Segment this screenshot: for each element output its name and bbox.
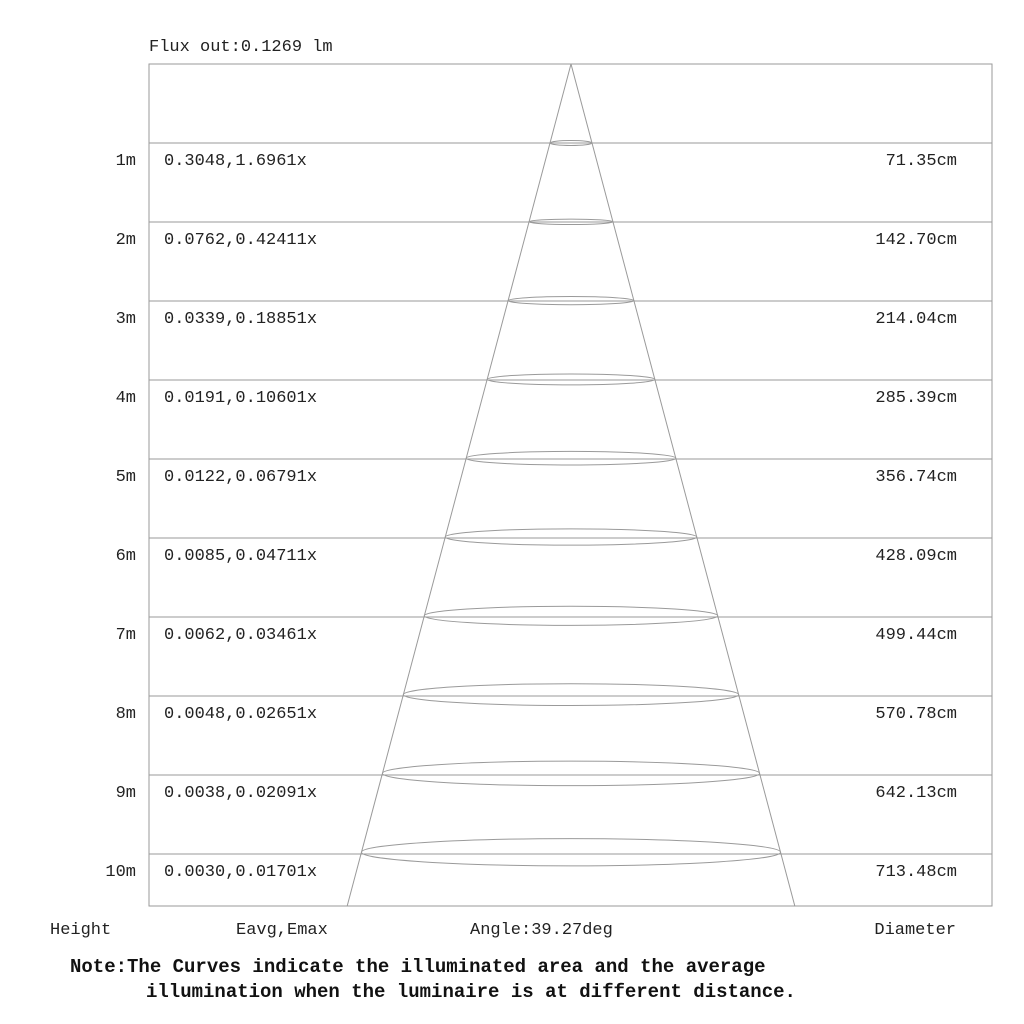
illuminated-area-ellipse — [445, 529, 696, 545]
eavg-emax-label: 0.0038,0.02091x — [164, 784, 318, 803]
eavg-emax-label: 0.0085,0.04711x — [164, 547, 318, 566]
diameter-label: 142.70cm — [875, 231, 957, 250]
footer-label-angle: Angle:39.27deg — [470, 921, 613, 940]
illuminated-area-ellipse — [466, 451, 676, 465]
height-label: 5m — [115, 468, 136, 487]
note-line-1: Note:The Curves indicate the illuminated area and the average — [70, 956, 766, 978]
cone-left-edge — [347, 64, 571, 906]
diameter-label: 285.39cm — [875, 389, 957, 408]
illuminated-area-ellipse — [424, 606, 717, 625]
row-labels — [105, 152, 957, 882]
diameter-label: 570.78cm — [875, 705, 957, 724]
diameter-label: 356.74cm — [875, 468, 957, 487]
beam-cone — [347, 64, 795, 906]
eavg-emax-label: 0.0122,0.06791x — [164, 468, 318, 487]
footer-label-height: Height — [50, 921, 112, 940]
cone-right-edge — [571, 64, 795, 906]
height-label: 9m — [115, 784, 136, 803]
flux-out-title: Flux out:0.1269 lm — [149, 38, 333, 57]
eavg-emax-label: 0.0339,0.18851x — [164, 310, 318, 329]
eavg-emax-label: 0.0191,0.10601x — [164, 389, 318, 408]
diameter-label: 71.35cm — [885, 152, 957, 171]
height-label: 10m — [105, 863, 136, 882]
footer-label-diameter: Diameter — [874, 921, 956, 940]
diameter-label: 713.48cm — [875, 863, 957, 882]
diameter-label: 499.44cm — [875, 626, 957, 645]
height-label: 6m — [115, 547, 136, 566]
height-label: 4m — [115, 389, 136, 408]
note — [70, 955, 1010, 1005]
eavg-emax-label: 0.0030,0.01701x — [164, 863, 318, 882]
height-label: 8m — [115, 705, 136, 724]
height-label: 2m — [115, 231, 136, 250]
diameter-label: 428.09cm — [875, 547, 957, 566]
illuminated-area-ellipse — [361, 839, 780, 866]
diameter-label: 642.13cm — [875, 784, 957, 803]
height-label: 3m — [115, 310, 136, 329]
illuminated-area-ellipse — [403, 684, 738, 706]
note-line-2: illumination when the luminaire is at different distance. — [146, 981, 796, 1003]
eavg-emax-label: 0.3048,1.6961x — [164, 152, 307, 171]
footer-label-eavg-emax: Eavg,Emax — [236, 921, 328, 940]
height-label: 7m — [115, 626, 136, 645]
eavg-emax-label: 0.0062,0.03461x — [164, 626, 318, 645]
diameter-label: 214.04cm — [875, 310, 957, 329]
illuminated-area-ellipse — [487, 374, 655, 385]
illuminated-area-ellipse — [382, 761, 759, 786]
height-label: 1m — [115, 152, 136, 171]
eavg-emax-label: 0.0762,0.42411x — [164, 231, 318, 250]
eavg-emax-label: 0.0048,0.02651x — [164, 705, 318, 724]
illuminated-area-ellipses — [361, 141, 780, 866]
